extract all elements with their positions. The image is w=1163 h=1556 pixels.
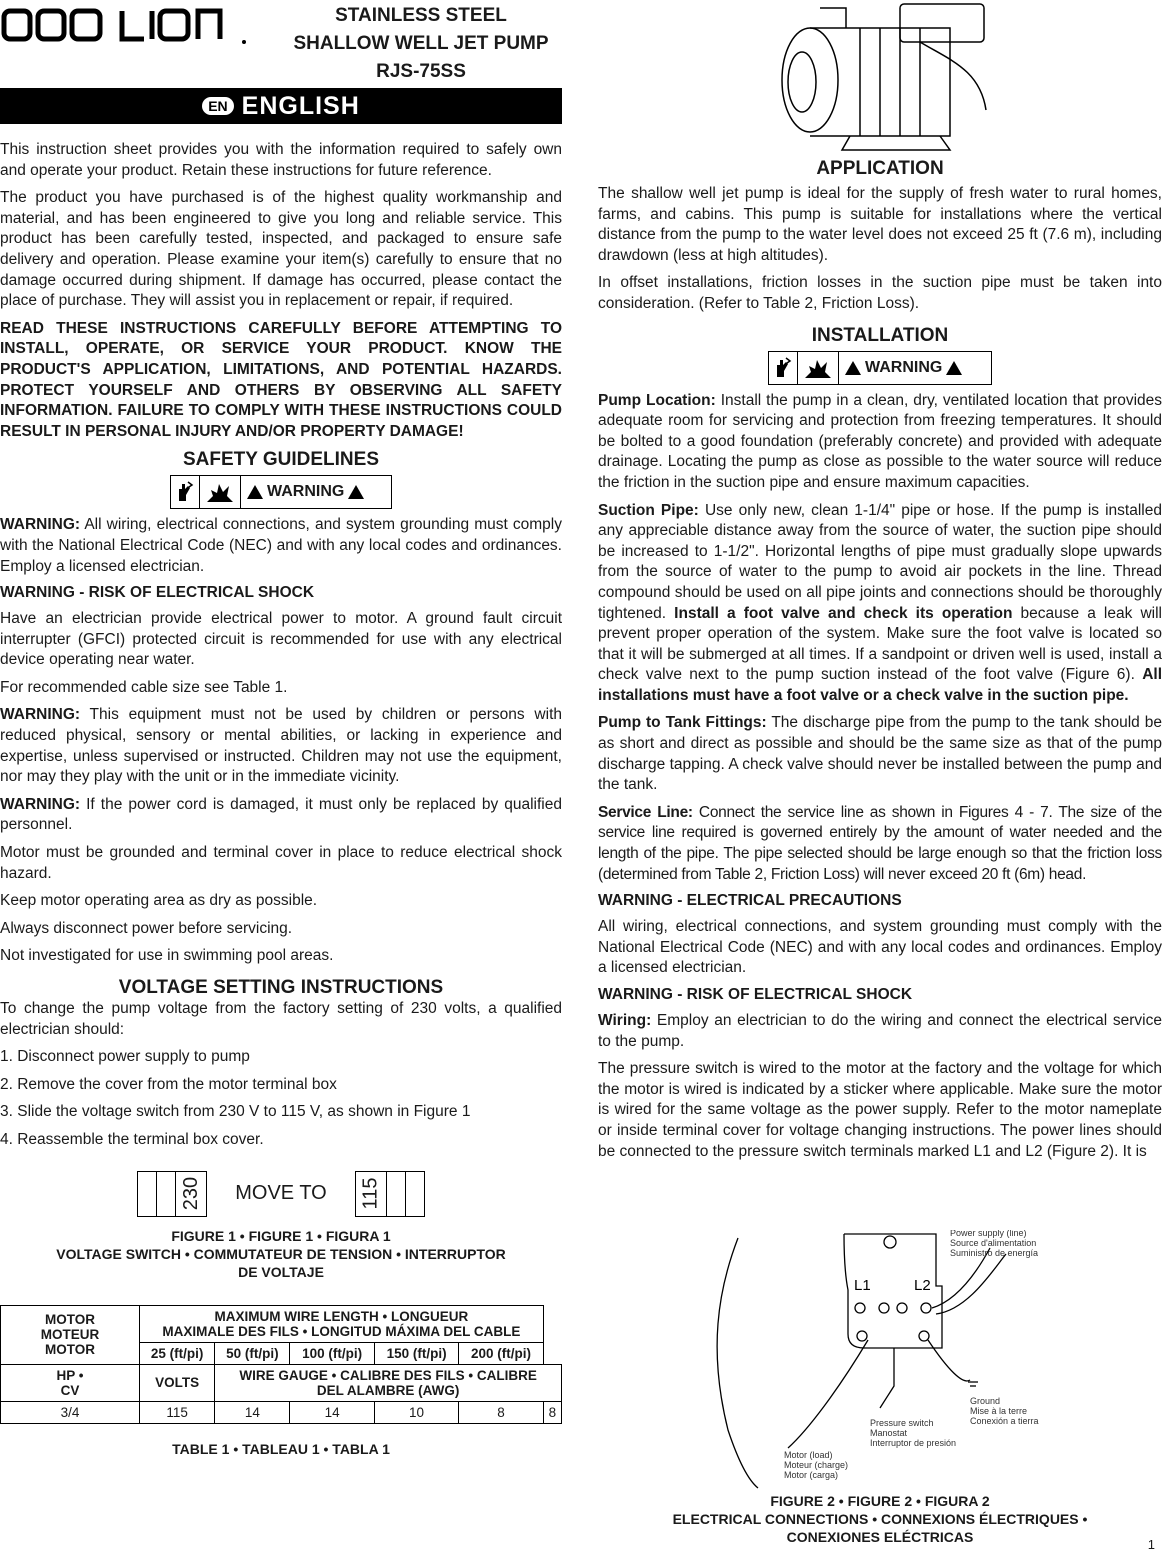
length-100: 100 (ft/pi)	[290, 1342, 374, 1364]
wiring-paragraph: Wiring: Employ an electrician to do the wiring and connect the electrical service to the pump.	[598, 1012, 1162, 1050]
safety-heading: SAFETY GUIDELINES	[182, 449, 379, 471]
service-line-paragraph: Service Line: Connect the service line as shown in Figures 4 - 7. The size of the service line required is governed entirely by the amount of water needed and the length of the pipe. The pipe selected should be large enough so that the friction loss (determined from Table 2, Friction Loss) will never exceed 20 ft (6m) head.	[598, 803, 1162, 883]
wire-length-table	[0, 1305, 562, 1424]
svg-text:Manostat: Manostat	[870, 1428, 908, 1438]
svg-text:Source d'alimentation: Source d'alimentation	[950, 1238, 1037, 1248]
title-line-2: SHALLOW WELL JET PUMP	[293, 33, 549, 54]
voltage-heading: VOLTAGE SETTING INSTRUCTIONS	[118, 977, 444, 998]
product-title	[280, 2, 562, 86]
safety-warning-3: WARNING: If the power cord is damaged, it must only be replaced by qualified personnel.	[0, 795, 562, 834]
precautions-paragraph: All wiring, electrical connections, and system grounding must comply with the National Electrical Code (NEC) and with any local codes and ordinances. Employ a licensed electrician.	[598, 918, 1162, 977]
ground-label: Ground	[970, 1396, 1001, 1406]
wire-gauge-header: WIRE GAUGE • CALIBRE DES FILS • CALIBRE DEL ALAMBRE (AWG)	[215, 1364, 562, 1401]
voltage-step-4: 4. Reassemble the terminal box cover.	[0, 1130, 264, 1148]
installation-warning-box	[768, 351, 992, 385]
voltage-step-3: 3. Slide the voltage switch from 230 V to 115 V, as shown in Figure 1	[0, 1103, 471, 1121]
warning-triangle-icon	[348, 485, 364, 499]
power-supply-label: Power supply (line)	[950, 1230, 1027, 1238]
pool-paragraph: Not investigated for use in swimming pool areas.	[0, 947, 334, 965]
length-50: 50 (ft/pi)	[215, 1342, 290, 1364]
svg-text:Interruptor de presión: Interruptor de presión	[870, 1438, 957, 1448]
installation-heading: INSTALLATION	[811, 324, 949, 346]
length-25: 25 (ft/pi)	[140, 1342, 215, 1364]
shock-heading-2: WARNING - RISK OF ELECTRICAL SHOCK	[598, 986, 913, 1003]
l2-label: L2	[914, 1277, 931, 1294]
motor-load-label: Motor (load)	[784, 1450, 833, 1460]
voltage-intro: To change the pump voltage from the factory setting of 230 volts, a qualified electrician should:	[0, 1000, 562, 1038]
table-row: 3/4 115 14 14 10 8 8	[1, 1401, 562, 1423]
svg-text:Mise à la terre: Mise à la terre	[970, 1406, 1028, 1416]
move-to-label: MOVE TO	[235, 1182, 327, 1205]
switch-230	[137, 1171, 207, 1217]
model-number: RJS-75SS	[376, 61, 466, 82]
hand-hazard-icon	[769, 352, 798, 384]
voltage-switch-figure	[0, 1171, 562, 1217]
application-paragraph-2: In offset installations, friction losses in the suction pipe must be taken into consideration. (Refer to Table 2, Friction Loss).	[598, 274, 1162, 312]
right-column	[598, 0, 1162, 1169]
red-lion-logo	[0, 6, 248, 46]
motor-header: MOTOR MOTEUR MOTOR	[1, 1305, 140, 1364]
title-line-1: STAINLESS STEEL	[335, 5, 507, 26]
warning-triangle-icon	[247, 485, 263, 499]
figure-2	[598, 1230, 1162, 1556]
page-number: 1	[1147, 1537, 1155, 1552]
switch-from-value: 230	[179, 1176, 202, 1211]
cable-paragraph: For recommended cable size see Table 1.	[0, 678, 288, 696]
table-1-caption: TABLE 1 • TABLEAU 1 • TABLA 1	[172, 1440, 390, 1457]
language-badge: EN	[202, 97, 233, 115]
intro-paragraph-1: This instruction sheet provides you with the information required to safely own and operate your product. Retain these instructions for future reference.	[0, 141, 562, 179]
volts-header: VOLTS	[140, 1364, 215, 1401]
hand-hazard-icon	[171, 476, 200, 508]
safety-warning-box	[170, 475, 392, 509]
hp-header: HP • CV	[1, 1364, 140, 1401]
figure-1-caption: FIGURE 1 • FIGURE 1 • FIGURA 1 VOLTAGE SWITCH • COMMUTATEUR DE TENSION • INTERRUPTOR DE VOLTAJE	[56, 1227, 506, 1280]
warning-triangle-icon	[845, 361, 861, 375]
tank-fittings-paragraph: Pump to Tank Fittings: The discharge pipe from the pump to the tank should be as short and direct as possible and should be the same size as that of the pump discharge tapping. A check valve should never be installed between the pump and the tank.	[598, 714, 1162, 794]
length-150: 150 (ft/pi)	[374, 1342, 458, 1364]
svg-text:Moteur (charge): Moteur (charge)	[784, 1460, 849, 1470]
safety-warning-1: WARNING: All wiring, electrical connections, and system grounding must comply with the National Electrical Code (NEC) and with any local codes and ordinances. Employ a licensed electrician.	[0, 516, 562, 575]
disconnect-paragraph: Always disconnect power before servicing.	[0, 919, 293, 937]
language-bar	[0, 88, 562, 124]
safety-warning-2: WARNING: This equipment must not be used by children or persons with reduced physical, sensory or mental abilities, or lacking in experience and expertise, unless supervised or instructed. Children may not use the equipment, nor may they play with the unit or in the immediate vicinity.	[0, 706, 562, 786]
fire-hazard-icon	[798, 352, 839, 384]
warning-label: WARNING	[839, 352, 968, 384]
warning-label: WARNING	[241, 476, 370, 508]
svg-text:Conexión a tierra: Conexión a tierra	[970, 1416, 1039, 1426]
pump-illustration	[598, 0, 1162, 156]
application-paragraph-1: The shallow well jet pump is ideal for the supply of fresh water to rural homes, farms, and cabins. This pump is suitable for installations where the vertical distance from the pump to the water level does not exceed 25 ft (7.6 m), including drawdown (less at high altitudes).	[598, 185, 1162, 264]
pump-location-paragraph: Pump Location: Install the pump in a clean, dry, ventilated location that provides adequate room for servicing and protection from freezing temperatures. It should be bolted to a good foundation (preferably concrete) and provided with adequate drainage. Locating the pump as close as possible to the water source will reduce the friction in the suction pipe and ensure maximum capacities.	[598, 391, 1163, 491]
dry-paragraph: Keep motor operating area as dry as possible.	[0, 892, 318, 910]
switch-115	[355, 1171, 425, 1217]
ground-paragraph: Motor must be grounded and terminal cover in place to reduce electrical shock hazard.	[0, 844, 562, 882]
voltage-step-2: 2. Remove the cover from the motor terminal box	[0, 1075, 337, 1093]
gfci-paragraph: Have an electrician provide electrical power to motor. A ground fault circuit interrupter (GFCI) protected circuit is recommended for use with any electrical device operating near water.	[0, 610, 562, 669]
switch-to-value: 115	[359, 1177, 382, 1210]
left-column	[0, 140, 562, 1458]
figure-2-caption: FIGURE 2 • FIGURE 2 • FIGURA 2 ELECTRICAL CONNECTIONS • CONNEXIONS ÉLECTRIQUES • CONEXIONES ELÉCTRICAS	[672, 1493, 1088, 1545]
language-label: ENGLISH	[241, 91, 360, 120]
warning-triangle-icon	[946, 361, 962, 375]
read-instructions-warning: READ THESE INSTRUCTIONS CAREFULLY BEFORE ATTEMPTING TO INSTALL, OPERATE, OR SERVICE YOUR PRODUCT. KNOW THE PRODUCT'S APPLICATION, LIMITATIONS, AND POTENTIAL HAZARDS. PROTECT YOURSELF AND OTHERS BY OBSERVING ALL SAFETY INFORMATION. FAILURE TO COMPLY WITH THESE INSTRUCTIONS COULD RESULT IN PERSONAL INJURY AND/OR PROPERTY DAMAGE!	[0, 319, 562, 440]
wiring-diagram	[598, 1230, 1162, 1490]
electrical-precautions-heading: WARNING - ELECTRICAL PRECAUTIONS	[598, 892, 902, 910]
svg-text:Motor (carga): Motor (carga)	[784, 1470, 839, 1480]
pressure-switch-label: Pressure switch	[870, 1418, 934, 1428]
intro-paragraph-2: The product you have purchased is of the highest quality workmanship and material, and has been engineered to give you long and reliable service. This product has been carefully tested, inspected, and packaged to ensure safe delivery and operation. Please examine your item(s) carefully to ensure that no damage occurred during shipment. If damage has occurred, please contact the place of purchase. They will assist you in replacement or repair, if required.	[0, 189, 562, 310]
shock-heading: WARNING - RISK OF ELECTRICAL SHOCK	[0, 584, 315, 602]
application-heading: APPLICATION	[816, 158, 944, 179]
length-200: 200 (ft/pi)	[459, 1342, 543, 1364]
svg-text:Suministro de energía: Suministro de energía	[950, 1248, 1039, 1258]
suction-pipe-paragraph: Suction Pipe: Use only new, clean 1-1/4" pipe or hose. If the pump is installed any appreciable distance away from the source of water, the suction pipe should be increased to 1-1/2". Horizontal lengths of pipe must gradually slope upwards from the source of water to the pump to avoid air pockets in the line. Thread compound should be used on all pipe joints and connections should be thoroughly tightened. Install a foot valve and check its operation because a leak will prevent proper operation of the system. Make sure the foot valve is located so that it will be submerged at all times. If a sandpoint or driven well is used, install a check valve next to the pump suction instead of the foot valve (Figure 6). All installations must have a foot valve or a check valve in the suction pipe.	[598, 501, 1162, 704]
pressure-switch-paragraph: The pressure switch is wired to the motor at the factory and the voltage for which the motor is wired is indicated by a sticker where applicable. Make sure the motor is wired for the same voltage as the power supply. Refer to the motor nameplate or inside terminal cover for voltage changing instructions. The power lines should be connected to the pressure switch terminals marked L1 and L2 (Figure 2). It is	[598, 1060, 1162, 1160]
l1-label: L1	[854, 1277, 871, 1294]
fire-hazard-icon	[200, 476, 241, 508]
max-length-header: MAXIMUM WIRE LENGTH • LONGUEUR MAXIMALE DES FILS • LONGITUD MÁXIMA DEL CABLE	[140, 1305, 544, 1342]
voltage-step-1: 1. Disconnect power supply to pump	[0, 1048, 250, 1066]
